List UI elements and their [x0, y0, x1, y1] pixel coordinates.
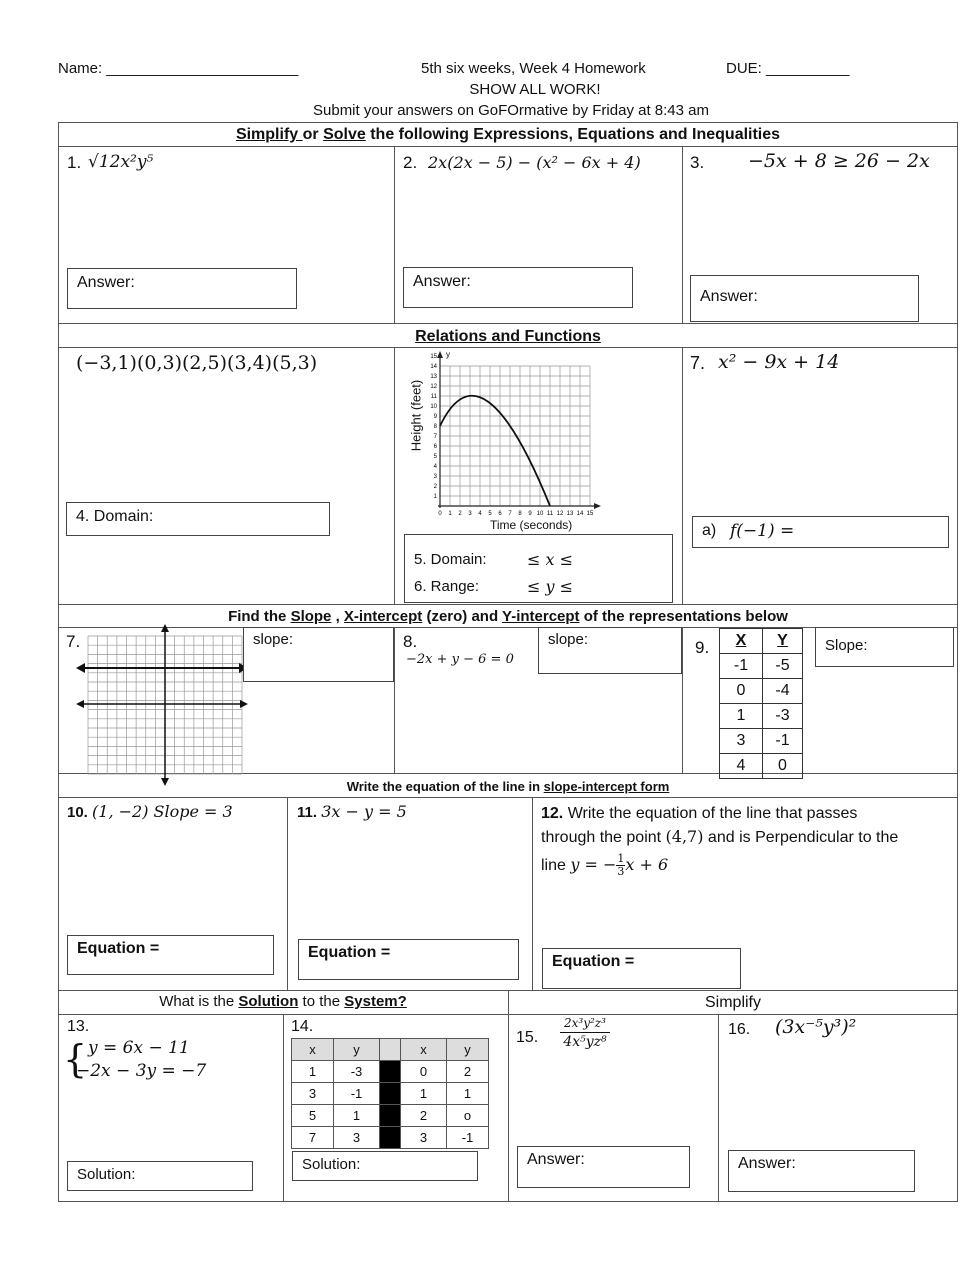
q14-number: 14. — [291, 1018, 314, 1035]
graph-ytick-label: 2 — [433, 484, 437, 490]
q2-answer-box[interactable]: Answer: — [403, 267, 633, 308]
name-field-label[interactable]: Name: _______________________ — [58, 60, 299, 77]
q6-label: 6. Range: — [414, 578, 480, 595]
q2-number: 2. — [403, 153, 418, 172]
q6-expr: ≤ y ≤ — [527, 577, 574, 596]
graph-xtick-label: 12 — [556, 511, 564, 517]
due-field-label[interactable]: DUE: __________ — [726, 60, 850, 77]
q7a-answer-box[interactable]: a) f(−1) = — [692, 516, 949, 548]
q4-domain-box[interactable]: 4. Domain: — [66, 502, 330, 536]
graph-xtick-label: 15 — [586, 511, 594, 517]
table-row: 0 -4 — [720, 679, 803, 704]
q3-number: 3. — [690, 153, 705, 172]
section-simplify-solve: Simplify or Solve the following Expressions, Equations and Inequalities — [235, 126, 781, 143]
q2-expression: 2x(2x − 5) − (x² − 6x + 4) — [428, 153, 641, 172]
q12-prompt: 12. Write the equation of the line that passes through the point (4,7) and is Perpendicular to the line y = − $\frac{1}{3}$ x + 6 — [541, 805, 899, 879]
table-row: 7 3 3 -1 — [292, 1127, 489, 1149]
section-simplify: Simplify — [704, 994, 761, 1011]
section-slope-intercepts: Find the Slope , X-intercept (zero) and Y-intercept of the representations below — [228, 608, 788, 625]
q16-answer-box[interactable]: Answer: — [728, 1150, 915, 1192]
graph-xtick-label: 4 — [478, 511, 482, 517]
q13-brace: { — [63, 1037, 88, 1081]
q1-answer-box[interactable]: Answer: — [67, 268, 297, 309]
graph-xtick-label: 5 — [488, 511, 492, 517]
q13-solution-box[interactable]: Solution: — [67, 1161, 253, 1191]
q3-expression: −5x + 8 ≥ 26 − 2x — [748, 150, 930, 172]
graph-ytick-label: 9 — [433, 414, 437, 420]
graph-ytick-label: 1 — [433, 494, 437, 500]
graph-ytick-label: 5 — [433, 454, 437, 460]
graph-ytick-label: 6 — [433, 444, 437, 450]
submit-note: Submit your answers on GoFOrmative by Friday at 8:43 am — [313, 102, 709, 119]
graph-ytick-label: 7 — [433, 434, 437, 440]
graph-xtick-label: 8 — [518, 511, 522, 517]
q9-number: 9. — [695, 638, 710, 657]
section-slope-intercept-form: Write the equation of the line in slope-intercept form — [346, 779, 670, 794]
q7-coordinate-grid — [76, 624, 248, 786]
graph-ytick-label: 10 — [430, 404, 437, 410]
q7-slope-box[interactable]: slope: — [243, 627, 394, 682]
table-row: 3 -1 — [720, 729, 803, 754]
q16-expression: (3x⁻⁵y³)² — [775, 1016, 857, 1038]
height-time-graph — [426, 348, 606, 520]
q15-number: 15. — [516, 1029, 539, 1046]
q8-slope-box[interactable]: slope: — [538, 627, 682, 674]
q10-equation-box[interactable]: Equation = — [67, 935, 274, 975]
graph-xtick-label: 11 — [546, 511, 554, 517]
q14-solution-box[interactable]: Solution: — [292, 1151, 478, 1181]
q13-number: 13. — [67, 1018, 90, 1035]
q5-q6-answer-box[interactable] — [404, 534, 673, 603]
page-title: 5th six weeks, Week 4 Homework — [421, 60, 646, 77]
q8-expression: −2x + y − 6 = 0 — [406, 652, 514, 667]
graph-xtick-label: 0 — [438, 511, 442, 517]
q14-tables: x y x y 1 -3 0 2 3 -1 1 1 5 1 2 o 7 3 3 -1 — [291, 1038, 489, 1149]
graph-xtick-label: 2 — [458, 511, 462, 517]
table-row: -1 -5 — [720, 654, 803, 679]
q5-expr: ≤ x ≤ — [527, 550, 574, 569]
graph-xtick-label: 3 — [468, 511, 472, 517]
q7-number: 7. — [66, 632, 81, 651]
graph-ytick-label: 12 — [430, 384, 437, 390]
graph-ytick-label: 4 — [433, 464, 437, 470]
q11-prompt: 11. 3x − y = 5 — [297, 802, 407, 821]
graph-xtick-label: 13 — [566, 511, 574, 517]
q3-answer-box[interactable]: Answer: — [690, 275, 919, 322]
q15-fraction: 2x³y²z³ 4x⁵yz⁸ — [560, 1016, 610, 1050]
graph-ytick-label: 13 — [430, 374, 437, 380]
q13-equation-2: −2x − 3y = −7 — [76, 1061, 207, 1081]
q1-number: 1. — [67, 153, 82, 172]
q4-relation: (−3,1)(0,3)(2,5)(3,4)(5,3) — [76, 352, 318, 374]
q1-expression: √12x²y⁵ — [88, 152, 154, 172]
table-row: 3 -1 1 1 — [292, 1083, 489, 1105]
q7-function-expr: x² − 9x + 14 — [718, 351, 840, 373]
graph-ytick-label: 14 — [430, 364, 437, 370]
q10-prompt: 10. (1, −2) Slope = 3 — [67, 802, 233, 821]
graph-ytick-label: 11 — [430, 394, 437, 400]
graph-ytick-label: 15 — [430, 354, 437, 360]
show-work-note: SHOW ALL WORK! — [469, 81, 601, 98]
graph-ytick-label: 8 — [433, 424, 437, 430]
q12-equation-box[interactable]: Equation = — [542, 948, 741, 989]
q15-answer-box[interactable]: Answer: — [517, 1146, 690, 1188]
q7-function-number: 7. — [690, 353, 706, 373]
q9-slope-box[interactable]: Slope: — [815, 627, 954, 667]
q5-label: 5. Domain: — [414, 551, 487, 568]
table-row: 1 -3 0 2 — [292, 1061, 489, 1083]
graph-ylabel: Height (feet) — [408, 379, 424, 452]
graph-xtick-label: 14 — [576, 511, 584, 517]
section-system-solution: What is the Solution to the System? — [159, 993, 407, 1010]
q16-number: 16. — [728, 1021, 751, 1038]
graph-xtick-label: 1 — [448, 511, 452, 517]
table-row: 5 1 2 o — [292, 1105, 489, 1127]
graph-xtick-label: 7 — [508, 511, 512, 517]
graph-xtick-label: 6 — [498, 511, 502, 517]
table-row: 4 0 — [720, 754, 803, 779]
table-row: 1 -3 — [720, 704, 803, 729]
q11-equation-box[interactable]: Equation = — [298, 939, 519, 980]
graph-xlabel: Time (seconds) — [490, 518, 573, 532]
q13-equation-1: y = 6x − 11 — [88, 1038, 190, 1058]
graph-ytick-label: 3 — [433, 474, 437, 480]
section-relations-functions: Relations and Functions — [415, 328, 601, 345]
graph-xtick-label: 9 — [528, 511, 532, 517]
q8-number: 8. — [403, 632, 418, 651]
q9-xy-table: X Y -1 -5 0 -4 1 -3 3 -1 4 0 — [719, 628, 803, 779]
graph-xtick-label: 10 — [536, 511, 544, 517]
graph-y-axis-letter: y — [446, 350, 450, 359]
